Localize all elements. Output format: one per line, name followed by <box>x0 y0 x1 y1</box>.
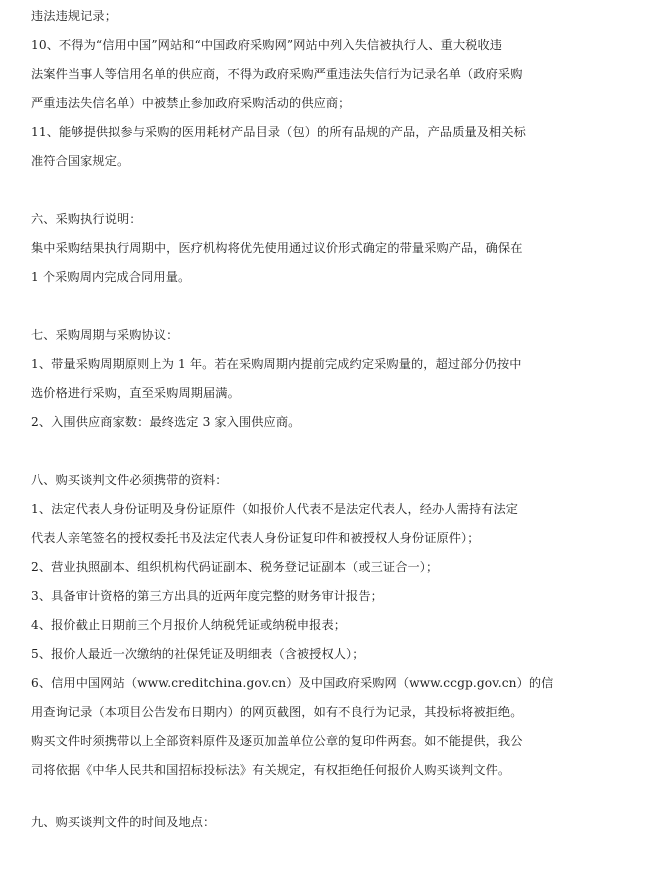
text-line: 集中采购结果执行周期中，医疗机构将优先使用通过议价形式确定的带量采购产品，确保在 <box>31 241 523 255</box>
text-line: 选价格进行采购，直至采购周期届满。 <box>31 386 240 400</box>
section-heading: 七、采购周期与采购协议： <box>31 328 179 342</box>
text-line: 购买文件时须携带以上全部资料原件及逐页加盖单位公章的复印件两套。如不能提供，我公 <box>31 734 523 748</box>
text-line: 10、不得为“信用中国”网站和“中国政府采购网”网站中列入失信被执行人、重大税收违 <box>31 38 503 52</box>
text-line: 法案件当事人等信用名单的供应商，不得为政府采购严重违法失信行为记录名单（政府采购 <box>31 67 523 81</box>
text-line: 司将依据《中华人民共和国招标投标法》有关规定，有权拒绝任何报价人购买谈判文件。 <box>31 763 511 777</box>
text-line: 1、带量采购周期原则上为 1 年。若在采购周期内提前完成约定采购量的，超过部分仍按中 <box>31 357 522 371</box>
text-line: 1、法定代表人身份证明及身份证原件（如报价人代表不是法定代表人，经办人需持有法定 <box>31 502 519 516</box>
text-line: 3、具备审计资格的第三方出具的近两年度完整的财务审计报告； <box>31 589 383 603</box>
text-line: 2、入围供应商家数：最终选定 3 家入围供应商。 <box>31 415 301 429</box>
text-line: 2、营业执照副本、组织机构代码证副本、税务登记证副本（或三证合一）； <box>31 560 439 574</box>
text-line: 11、能够提供拟参与采购的医用耗材产品目录（包）的所有品规的产品，产品质量及相关标 <box>31 125 526 139</box>
text-line: 5、报价人最近一次缴纳的社保凭证及明细表（含被授权人）； <box>31 647 365 661</box>
section-heading: 六、采购执行说明： <box>31 212 142 226</box>
text-line: 准符合国家规定。 <box>31 154 130 168</box>
text-line: 代表人亲笔签名的授权委托书及法定代表人身份证复印件和被授权人身份证原件）； <box>31 531 480 545</box>
text-line: 1 个采购周内完成合同用量。 <box>31 270 191 284</box>
text-line: 用查询记录（本项目公告发布日期内）的网页截图，如有不良行为记录，其投标将被拒绝。 <box>31 705 523 719</box>
section-heading: 八、购买谈判文件必须携带的资料： <box>31 473 228 487</box>
text-line: 4、报价截止日期前三个月报价人纳税凭证或纳税申报表； <box>31 618 347 632</box>
text-line: 6、信用中国网站（www.creditchina.gov.cn）及中国政府采购网（www.ccgp.gov.cn）的信 <box>31 676 554 690</box>
section-heading: 九、购买谈判文件的时间及地点： <box>31 815 216 829</box>
text-line: 严重违法失信名单）中被禁止参加政府采购活动的供应商； <box>31 96 351 110</box>
text-line: 违法违规记录； <box>31 9 118 23</box>
